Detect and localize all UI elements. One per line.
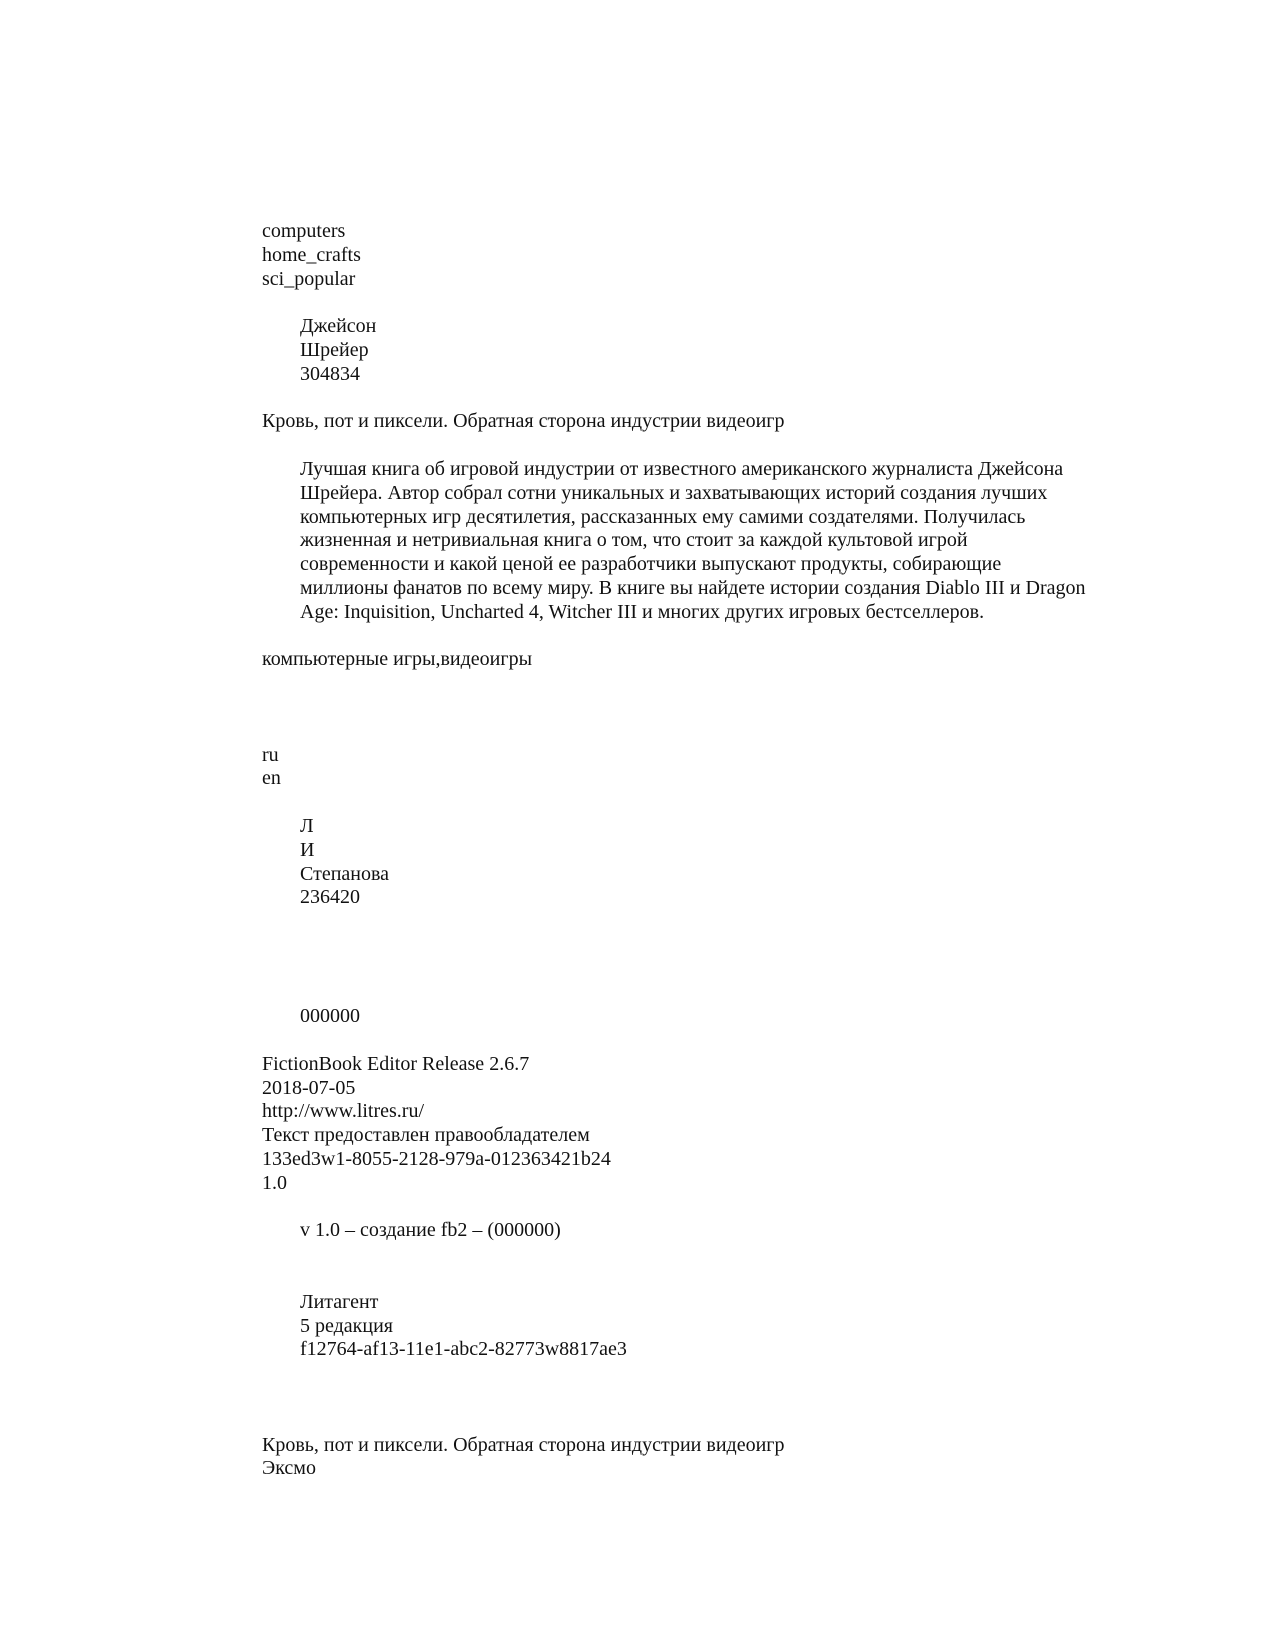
document-author-id: 000000 <box>300 1005 360 1028</box>
spacer <box>262 1386 1142 1410</box>
translator-id: 236420 <box>300 886 360 909</box>
annotation <box>262 458 1130 625</box>
translator-last-name: Степанова <box>300 862 390 885</box>
spacer <box>262 982 1142 1006</box>
publisher-edition: 5 редакция <box>300 1314 393 1337</box>
translator-first-name: Л <box>300 814 314 837</box>
spacer <box>262 934 1142 958</box>
publisher-info-block <box>262 1291 1142 1362</box>
author-id: 304834 <box>300 362 360 385</box>
spacer <box>262 720 1142 744</box>
author-block <box>262 315 1142 386</box>
author-last-name: Шрейер <box>300 338 369 361</box>
source-ocr: Текст предоставлен правообладателем <box>262 1124 590 1147</box>
spacer <box>262 291 1142 315</box>
genre: computers <box>262 220 346 242</box>
genre: sci_popular <box>262 267 356 290</box>
document-date: 2018-07-05 <box>262 1076 356 1099</box>
spacer <box>262 625 1142 649</box>
spacer <box>262 1029 1142 1053</box>
book-title: Кровь, пот и пиксели. Обратная сторона индустрии видеоигр <box>262 410 785 433</box>
keywords: компьютерные игры,видеоигры <box>262 648 532 671</box>
annotation-line: жизненная и нетривиальная книга о том, что стоит за каждой культовой игрой <box>300 529 968 552</box>
annotation-line: Age: Inquisition, Uncharted 4, Witcher III и многих других игровых бестселлеров. <box>300 600 985 623</box>
annotation-line: современности и какой ценой ее разработчики выпускают продукты, собирающие <box>300 553 1002 576</box>
language: ru <box>262 743 279 766</box>
annotation-line: Лучшая книга об игровой индустрии от известного американского журналиста Джейсона <box>300 457 1064 480</box>
fb2-metadata-document <box>262 220 1142 1481</box>
document-history: v 1.0 – создание fb2 – (000000) <box>300 1219 561 1242</box>
spacer <box>262 672 1142 696</box>
spacer <box>262 910 1142 934</box>
spacer <box>262 1410 1142 1434</box>
spacer <box>262 696 1142 720</box>
publish-publisher: Эксмо <box>262 1457 316 1480</box>
publisher-name: Литагент <box>300 1290 379 1313</box>
spacer <box>262 958 1142 982</box>
publisher-id: f12764-af13-11e1-abc2-82773w8817ae3 <box>300 1338 627 1361</box>
document-info-block <box>262 1053 1142 1243</box>
annotation-line: компьютерных игр десятилетия, рассказанных ему самими создателями. Получилась <box>300 505 1026 528</box>
spacer <box>262 1267 1142 1291</box>
spacer <box>262 1196 1142 1220</box>
document-id: 133ed3w1-8055-2128-979a-012363421b24 <box>262 1148 611 1171</box>
publish-info-block <box>262 1434 1142 1482</box>
document-version: 1.0 <box>262 1171 287 1194</box>
genre: home_crafts <box>262 243 361 266</box>
spacer <box>262 387 1142 411</box>
source-language: en <box>262 767 281 790</box>
translator-block <box>262 815 1142 910</box>
program-used: FictionBook Editor Release 2.6.7 <box>262 1052 530 1075</box>
annotation-line: миллионы фанатов по всему миру. В книге вы найдете истории создания Diablo III и Dragon <box>300 576 1086 599</box>
source-url: http://www.litres.ru/ <box>262 1100 425 1123</box>
author-first-name: Джейсон <box>300 315 377 338</box>
spacer <box>262 1362 1142 1386</box>
spacer <box>262 791 1142 815</box>
spacer <box>262 434 1142 458</box>
publish-book-name: Кровь, пот и пиксели. Обратная сторона индустрии видеоигр <box>262 1433 785 1456</box>
spacer <box>262 1243 1142 1267</box>
annotation-line: Шрейера. Автор собрал сотни уникальных и захватывающих историй создания лучших <box>300 481 1048 504</box>
translator-middle-name: И <box>300 838 315 861</box>
